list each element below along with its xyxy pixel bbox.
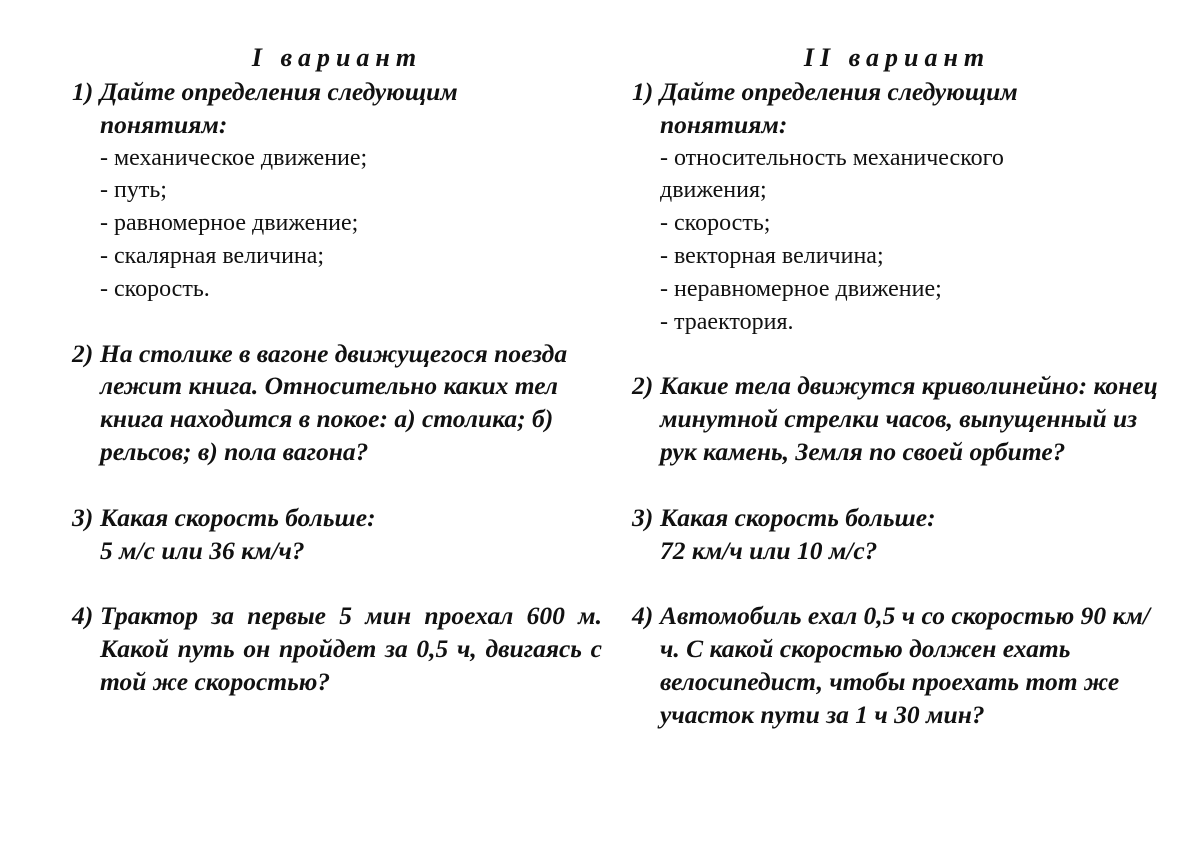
question-text: На столике в вагоне движущегося поезда лежит книга. Относительно каких тел книга находится в покое: а) столика; б) рельсов; в) пола вагона?: [100, 338, 568, 466]
question-number: 4): [72, 601, 94, 631]
definition-item: - путь;: [100, 177, 167, 204]
question-number: 4): [632, 601, 654, 631]
definition-item: - скалярная величина;: [100, 242, 325, 269]
v1-question-3: [72, 502, 602, 568]
question-text: Дайте определения следующим понятиям:: [660, 77, 1018, 139]
definition-item: - скорость.: [100, 275, 210, 302]
v2-question-2: [632, 370, 1162, 468]
variant-2-title: II вариант: [803, 43, 991, 72]
question-text-continued: 5 м/с или 36 км/ч?: [100, 535, 305, 565]
question-text: Дайте определения следующим понятиям:: [100, 77, 458, 139]
question-number: 2): [72, 338, 94, 368]
definition-item: - векторная величина;: [660, 242, 884, 269]
question-text: Какие тела движутся криволинейно: конец минутной стрелки часов, выпущенный из рук камень, Земля по своей орбите?: [660, 371, 1158, 466]
question-number: 3): [632, 502, 654, 532]
v1-question-4: [72, 600, 602, 698]
question-text-continued: 72 км/ч или 10 м/с?: [660, 535, 878, 565]
question-text: Какая скорость больше:: [660, 502, 936, 532]
variant-1-column: [72, 40, 602, 699]
variant-1-title: I вариант: [251, 43, 423, 72]
question-number: 1): [72, 77, 94, 106]
question-number: 2): [632, 371, 654, 401]
question-text: Какая скорость больше:: [100, 502, 376, 532]
definition-item: - неравномерное движение;: [660, 275, 942, 302]
v2-question-3: [632, 502, 1162, 568]
question-number: 3): [72, 502, 94, 532]
v2-question-4: [632, 600, 1162, 731]
question-text: Трактор за первые 5 мин проехал 600 м. Какой путь он пройдет за 0,5 ч, двигаясь с той же скоростью?: [100, 601, 602, 696]
v2-question-1: [632, 76, 1162, 338]
definition-item: - траектория.: [660, 308, 794, 335]
definition-item: - равномерное движение;: [100, 210, 359, 237]
definition-item: - скорость;: [660, 210, 771, 237]
question-number: 1): [632, 77, 654, 106]
v1-question-1: [72, 76, 602, 306]
question-text: Автомобиль ехал 0,5 ч со скоростью 90 км/ч. С какой скоростью должен ехать велосипедист, чтобы проехать тот же участок пути за 1 ч 30 мин?: [660, 601, 1151, 729]
definition-item: - относительность механического движения;: [660, 144, 1004, 204]
definition-item: - механическое движение;: [100, 144, 368, 171]
v1-question-2: [72, 338, 602, 469]
variant-2-column: [632, 40, 1162, 732]
